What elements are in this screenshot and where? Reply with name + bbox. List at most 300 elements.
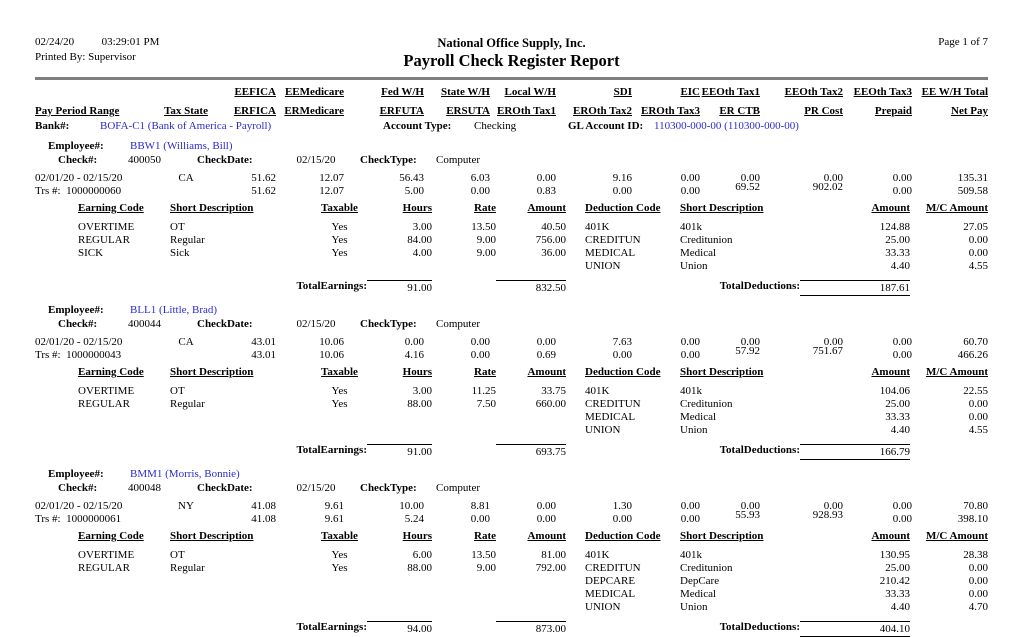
trs-cell	[35, 513, 157, 526]
earn-ded-header	[35, 201, 988, 216]
earn-ded-rows	[35, 549, 988, 614]
earning-taxable: Yes	[331, 221, 348, 233]
deduction-amount: 4.40	[890, 260, 910, 272]
trs-label: Trs #:	[35, 513, 61, 525]
pay-period: 02/01/20 - 02/15/20	[35, 336, 123, 348]
earning-amount: 81.00	[541, 549, 566, 561]
prepaid: 0.00	[892, 185, 912, 197]
deduction-code-hdr: Deduction Code	[585, 530, 661, 542]
deduction-mc: 0.00	[968, 247, 988, 259]
mc-amount-hdr: M/C Amount	[925, 530, 988, 542]
check-label: Check#:	[58, 482, 98, 494]
short-desc-hdr: Short Description	[680, 530, 764, 542]
er-value: 51.62	[251, 185, 276, 197]
col-erctb: ER CTB	[719, 105, 760, 117]
earning-hours: 88.00	[407, 398, 432, 410]
deduction-code: DEPCARE	[585, 575, 636, 587]
col-tax-state: Tax State	[164, 105, 208, 117]
total-earnings: 832.50	[496, 280, 566, 296]
hours-hdr: Hours	[402, 530, 432, 542]
tax-state: CA	[178, 336, 194, 348]
check-number: 400044	[128, 318, 161, 330]
tax-rows	[35, 336, 988, 362]
col-eewhtotal: EE W/H Total	[921, 86, 988, 98]
ee-value: 10.06	[319, 336, 344, 348]
deduction-code: UNION	[585, 260, 621, 272]
earning-rate: 9.00	[476, 234, 496, 246]
earning-taxable: Yes	[331, 549, 348, 561]
deduction-code: CREDITUN	[585, 234, 641, 246]
trs-number: 1000000043	[66, 349, 122, 361]
tax-state: CA	[178, 172, 194, 184]
check-type: Computer	[436, 482, 480, 494]
check-number: 400050	[128, 154, 161, 166]
rate-hdr: Rate	[474, 530, 496, 542]
amount-hdr: Amount	[527, 202, 566, 214]
earning-hours: 88.00	[407, 562, 432, 574]
employee-label: Employee#:	[48, 468, 104, 480]
ee-value: 9.61	[324, 500, 344, 512]
ee-value: 0.00	[892, 172, 912, 184]
total-earnings-label: TotalEarnings:	[296, 621, 367, 633]
earning-desc: OT	[170, 549, 185, 561]
earning-code: SICK	[78, 247, 104, 259]
deduction-mc: 4.70	[968, 601, 988, 613]
bank-row	[35, 119, 988, 134]
ee-value: 9.16	[612, 172, 632, 184]
ee-whtotal: 135.31	[957, 172, 988, 184]
column-header-row2	[35, 104, 988, 119]
ee-value: 0.00	[470, 336, 490, 348]
check-date: 02/15/20	[296, 482, 336, 494]
deduction-desc: Creditunion	[680, 562, 733, 574]
deduction-amount: 25.00	[885, 234, 910, 246]
col-eeoth1: EEOth Tax1	[701, 86, 760, 98]
prepaid: 0.00	[892, 349, 912, 361]
check-date-label: CheckDate:	[197, 154, 253, 166]
earn-ded-rows	[35, 221, 988, 273]
amount-hdr: Amount	[871, 366, 910, 378]
ee-value: 0.00	[892, 500, 912, 512]
col-eroth3: EROth Tax3	[641, 105, 700, 117]
ee-value: 6.03	[470, 172, 490, 184]
bank-label: Bank#:	[35, 120, 70, 132]
deduction-desc: Creditunion	[680, 234, 733, 246]
mc-amount-hdr: M/C Amount	[925, 202, 988, 214]
deduction-amount: 33.33	[885, 411, 910, 423]
er-ctb: 69.52	[735, 181, 760, 193]
deduction-code: MEDICAL	[585, 411, 636, 423]
earning-desc: OT	[170, 221, 185, 233]
ee-value: 43.01	[251, 336, 276, 348]
deduction-amount: 25.00	[885, 562, 910, 574]
deduction-code: 401K	[585, 221, 610, 233]
earning-code: REGULAR	[78, 398, 130, 410]
ee-value: 1.30	[612, 500, 632, 512]
net-pay: 466.26	[957, 349, 988, 361]
er-value: 12.07	[319, 185, 344, 197]
deduction-desc: 401k	[680, 549, 702, 561]
taxable-hdr: Taxable	[321, 366, 358, 378]
er-value: 0.00	[680, 349, 700, 361]
er-value: 0.00	[536, 513, 556, 525]
er-value: 0.83	[536, 185, 556, 197]
prepaid: 0.00	[892, 513, 912, 525]
col-eroth2: EROth Tax2	[573, 105, 632, 117]
deduction-amount: 33.33	[885, 588, 910, 600]
check-number: 400048	[128, 482, 161, 494]
deduction-desc: Medical	[680, 588, 717, 600]
earning-taxable: Yes	[331, 385, 348, 397]
earn-ded-header	[35, 529, 988, 544]
deduction-amount: 4.40	[890, 424, 910, 436]
deduction-code-hdr: Deduction Code	[585, 366, 661, 378]
net-pay: 509.58	[957, 185, 988, 197]
short-desc-hdr: Short Description	[680, 202, 764, 214]
er-ctb: 57.92	[735, 345, 760, 357]
earning-code: REGULAR	[78, 234, 130, 246]
er-value: 0.00	[680, 185, 700, 197]
taxable-hdr: Taxable	[321, 202, 358, 214]
totals-row	[35, 621, 988, 637]
er-value: 4.16	[404, 349, 424, 361]
ee-value: 0.00	[680, 500, 700, 512]
check-type-label: CheckType:	[360, 318, 417, 330]
deduction-mc: 0.00	[968, 234, 988, 246]
totals-row	[35, 444, 988, 460]
total-earnings: 693.75	[496, 444, 566, 460]
earning-code-hdr: Earning Code	[78, 366, 144, 378]
col-statewh: State W/H	[441, 86, 490, 98]
earning-code-hdr: Earning Code	[78, 202, 144, 214]
earning-rate: 13.50	[471, 221, 496, 233]
earning-rate: 9.00	[476, 247, 496, 259]
report-header-line2	[35, 51, 988, 71]
col-prepaid: Prepaid	[874, 105, 912, 117]
ee-value: 41.08	[251, 500, 276, 512]
er-value: 0.00	[612, 513, 632, 525]
total-deductions: 187.61	[800, 280, 910, 296]
employee-label: Employee#:	[48, 140, 104, 152]
check-date: 02/15/20	[296, 154, 336, 166]
earning-hours: 4.00	[412, 247, 432, 259]
ee-value: 0.00	[823, 336, 843, 348]
taxable-hdr: Taxable	[321, 530, 358, 542]
earning-rate: 9.00	[476, 562, 496, 574]
amount-hdr: Amount	[527, 530, 566, 542]
ee-value: 0.00	[536, 336, 556, 348]
earning-hours: 84.00	[407, 234, 432, 246]
column-header-row1	[35, 85, 988, 100]
col-ermedicare: ERMedicare	[284, 105, 344, 117]
deduction-desc: Creditunion	[680, 398, 733, 410]
deduction-mc: 22.55	[963, 385, 988, 397]
total-hours: 91.00	[367, 444, 432, 460]
deduction-mc: 27.05	[963, 221, 988, 233]
deduction-desc: Medical	[680, 411, 717, 423]
total-hours: 91.00	[367, 280, 432, 296]
earning-hours: 3.00	[412, 385, 432, 397]
deduction-code: 401K	[585, 385, 610, 397]
col-localwh: Local W/H	[504, 86, 556, 98]
earning-code: OVERTIME	[78, 549, 135, 561]
hours-hdr: Hours	[402, 366, 432, 378]
ee-value: 0.00	[680, 336, 700, 348]
short-desc-hdr: Short Description	[680, 366, 764, 378]
deduction-mc: 4.55	[968, 424, 988, 436]
amount-hdr: Amount	[871, 530, 910, 542]
ee-value: 0.00	[740, 500, 760, 512]
earning-desc: OT	[170, 385, 185, 397]
pr-cost: 928.93	[812, 509, 843, 521]
deduction-amount: 4.40	[890, 601, 910, 613]
total-deductions-label: TotalDeductions:	[719, 444, 800, 456]
earning-amount: 40.50	[541, 221, 566, 233]
trs-cell	[35, 349, 157, 362]
report-header	[35, 36, 988, 51]
tax-state: NY	[178, 500, 194, 512]
er-value: 0.00	[470, 349, 490, 361]
earning-hours: 6.00	[412, 549, 432, 561]
total-earnings-label: TotalEarnings:	[296, 444, 367, 456]
rate-hdr: Rate	[474, 366, 496, 378]
check-date-label: CheckDate:	[197, 482, 253, 494]
deduction-mc: 4.55	[968, 260, 988, 272]
earning-code: OVERTIME	[78, 385, 135, 397]
deduction-code: UNION	[585, 424, 621, 436]
gl-account-value: 110300-000-00 (110300-000-00)	[654, 120, 799, 132]
col-eemedicare: EEMedicare	[284, 86, 344, 98]
account-type-label: Account Type:	[383, 120, 452, 132]
total-deductions: 166.79	[800, 444, 910, 460]
ee-value: 0.00	[823, 172, 843, 184]
earning-amount: 36.00	[541, 247, 566, 259]
earning-code-hdr: Earning Code	[78, 530, 144, 542]
earning-taxable: Yes	[331, 247, 348, 259]
col-ersuta: ERSUTA	[446, 105, 490, 117]
col-pay-period: Pay Period Range	[35, 105, 120, 117]
check-date-label: CheckDate:	[197, 318, 253, 330]
ee-whtotal: 60.70	[963, 336, 988, 348]
total-hours: 94.00	[367, 621, 432, 637]
earning-amount: 792.00	[535, 562, 566, 574]
trs-number: 1000000061	[66, 513, 122, 525]
er-value: 0.00	[680, 513, 700, 525]
ee-whtotal: 70.80	[963, 500, 988, 512]
amount-hdr: Amount	[527, 366, 566, 378]
deduction-code: MEDICAL	[585, 247, 636, 259]
check-type-label: CheckType:	[360, 482, 417, 494]
er-value: 0.69	[536, 349, 556, 361]
report-title: Payroll Check Register Report	[403, 51, 620, 70]
trs-number: 1000000060	[66, 185, 122, 197]
er-value: 0.00	[612, 185, 632, 197]
account-type-value: Checking	[474, 120, 517, 132]
ee-value: 0.00	[823, 500, 843, 512]
short-desc-hdr: Short Description	[170, 366, 254, 378]
ee-value: 0.00	[536, 172, 556, 184]
total-earnings: 873.00	[496, 621, 566, 637]
earning-desc: Sick	[170, 247, 190, 259]
deduction-amount: 25.00	[885, 398, 910, 410]
employee-id: BBW1 (Williams, Bill)	[130, 140, 233, 152]
check-label: Check#:	[58, 318, 98, 330]
hours-hdr: Hours	[402, 202, 432, 214]
employee-id: BMM1 (Morris, Bonnie)	[130, 468, 240, 480]
deduction-code: MEDICAL	[585, 588, 636, 600]
check-type: Computer	[436, 154, 480, 166]
ee-value: 12.07	[319, 172, 344, 184]
pr-cost: 751.67	[812, 345, 843, 357]
earning-rate: 11.25	[471, 385, 496, 397]
er-value: 0.00	[612, 349, 632, 361]
check-type-label: CheckType:	[360, 154, 417, 166]
trs-label: Trs #:	[35, 349, 61, 361]
er-value: 43.01	[251, 349, 276, 361]
earning-desc: Regular	[170, 562, 205, 574]
earning-taxable: Yes	[331, 234, 348, 246]
earning-taxable: Yes	[331, 398, 348, 410]
check-type: Computer	[436, 318, 480, 330]
earn-ded-header	[35, 365, 988, 380]
earn-ded-rows	[35, 385, 988, 437]
total-deductions-label: TotalDeductions:	[719, 280, 800, 292]
deduction-mc: 0.00	[968, 588, 988, 600]
col-erfuta: ERFUTA	[379, 105, 424, 117]
er-value: 9.61	[324, 513, 344, 525]
employee-block	[35, 139, 988, 296]
deduction-mc: 0.00	[968, 575, 988, 587]
tax-rows	[35, 500, 988, 526]
deduction-mc: 0.00	[968, 398, 988, 410]
check-date: 02/15/20	[296, 318, 336, 330]
col-prcost: PR Cost	[804, 105, 843, 117]
er-ctb: 55.93	[735, 509, 760, 521]
header-rule	[35, 77, 988, 80]
er-value: 5.24	[404, 513, 424, 525]
earning-code: REGULAR	[78, 562, 130, 574]
col-eeoth3: EEOth Tax3	[853, 86, 912, 98]
pay-period: 02/01/20 - 02/15/20	[35, 500, 123, 512]
employee-label: Employee#:	[48, 304, 104, 316]
employee-block	[35, 303, 988, 460]
col-eefica: EEFICA	[234, 86, 276, 98]
er-value: 10.06	[319, 349, 344, 361]
gl-account-label: GL Account ID:	[568, 120, 644, 132]
earning-code: OVERTIME	[78, 221, 135, 233]
earning-hours: 3.00	[412, 221, 432, 233]
trs-cell	[35, 185, 157, 198]
rate-hdr: Rate	[474, 202, 496, 214]
deduction-code: UNION	[585, 601, 621, 613]
deduction-amount: 124.88	[879, 221, 910, 233]
ee-value: 0.00	[740, 172, 760, 184]
total-deductions-label: TotalDeductions:	[719, 621, 800, 633]
er-value: 0.00	[470, 185, 490, 197]
report-content	[35, 0, 988, 637]
deduction-amount: 104.06	[879, 385, 910, 397]
col-sdi: SDI	[613, 86, 632, 98]
deduction-amount: 210.42	[879, 575, 910, 587]
deduction-desc: 401k	[680, 221, 702, 233]
ee-value: 0.00	[740, 336, 760, 348]
print-date: 02/24/20	[35, 36, 75, 48]
deduction-amount: 130.95	[879, 549, 910, 561]
total-deductions: 404.10	[800, 621, 910, 637]
total-earnings-label: TotalEarnings:	[296, 280, 367, 292]
deduction-desc: Medical	[680, 247, 717, 259]
deduction-desc: Union	[680, 424, 708, 436]
col-eic: EIC	[680, 86, 700, 98]
earning-taxable: Yes	[331, 562, 348, 574]
deduction-code-hdr: Deduction Code	[585, 202, 661, 214]
ee-value: 0.00	[892, 336, 912, 348]
mc-amount-hdr: M/C Amount	[925, 366, 988, 378]
deduction-amount: 33.33	[885, 247, 910, 259]
ee-value: 0.00	[404, 336, 424, 348]
amount-hdr: Amount	[871, 202, 910, 214]
trs-label: Trs #:	[35, 185, 61, 197]
deduction-desc: Union	[680, 601, 708, 613]
pay-period: 02/01/20 - 02/15/20	[35, 172, 123, 184]
short-desc-hdr: Short Description	[170, 202, 254, 214]
short-desc-hdr: Short Description	[170, 530, 254, 542]
earning-rate: 7.50	[476, 398, 496, 410]
earning-amount: 33.75	[541, 385, 566, 397]
ee-value: 7.63	[612, 336, 632, 348]
tax-rows	[35, 172, 988, 198]
employee-id: BLL1 (Little, Brad)	[130, 304, 218, 316]
deduction-desc: Union	[680, 260, 708, 272]
deduction-mc: 0.00	[968, 411, 988, 423]
deduction-desc: 401k	[680, 385, 702, 397]
ee-value: 0.00	[680, 172, 700, 184]
page-number: Page 1 of 7	[938, 36, 988, 48]
printed-by: Printed By: Supervisor	[35, 51, 136, 63]
deduction-code: 401K	[585, 549, 610, 561]
deduction-mc: 28.38	[963, 549, 988, 561]
col-fedwh: Fed W/H	[381, 86, 424, 98]
deduction-code: CREDITUN	[585, 562, 641, 574]
employee-block	[35, 467, 988, 637]
er-value: 5.00	[404, 185, 424, 197]
earning-desc: Regular	[170, 398, 205, 410]
bank-value: BOFA-C1 (Bank of America - Payroll)	[100, 120, 272, 132]
ee-value: 0.00	[536, 500, 556, 512]
earning-amount: 660.00	[535, 398, 566, 410]
earning-rate: 13.50	[471, 549, 496, 561]
pr-cost: 902.02	[812, 181, 843, 193]
col-erfica: ERFICA	[233, 105, 276, 117]
company-name: National Office Supply, Inc.	[437, 36, 586, 50]
col-eroth1: EROth Tax1	[497, 105, 556, 117]
totals-row	[35, 280, 988, 296]
deduction-desc: DepCare	[680, 575, 720, 587]
date-time	[35, 36, 305, 51]
ee-value: 51.62	[251, 172, 276, 184]
ee-value: 56.43	[399, 172, 424, 184]
earning-desc: Regular	[170, 234, 205, 246]
er-value: 41.08	[251, 513, 276, 525]
col-netpay: Net Pay	[951, 105, 988, 117]
er-value: 0.00	[470, 513, 490, 525]
deduction-code: CREDITUN	[585, 398, 641, 410]
col-eeoth2: EEOth Tax2	[784, 86, 843, 98]
ee-value: 8.81	[470, 500, 490, 512]
check-label: Check#:	[58, 154, 98, 166]
net-pay: 398.10	[957, 513, 988, 525]
deduction-mc: 0.00	[968, 562, 988, 574]
